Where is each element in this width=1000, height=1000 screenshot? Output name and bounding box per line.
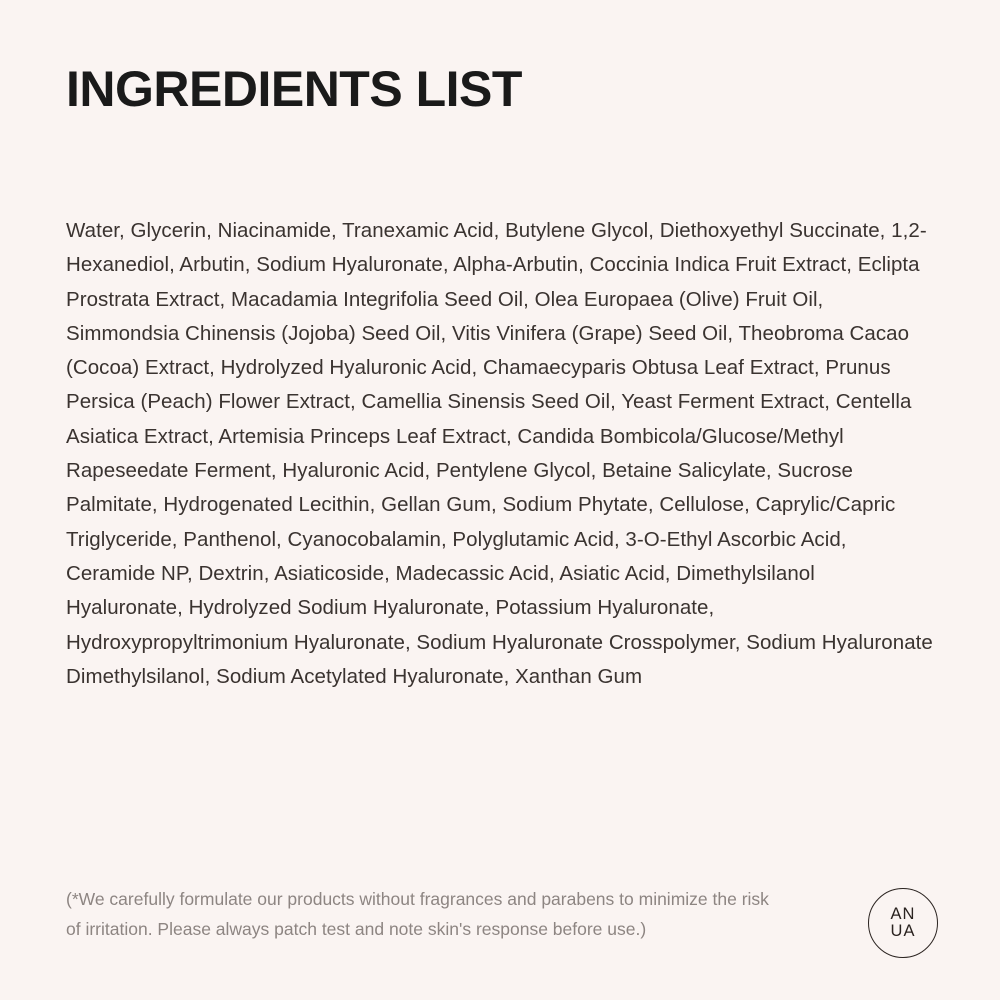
logo-line-bottom: UA — [890, 922, 916, 940]
ingredients-paragraph: Water, Glycerin, Niacinamide, Tranexamic Acid, Butylene Glycol, Diethoxyethyl Succinate, 1,2-Hexanediol, Arbutin, Sodium Hyaluronate, Alpha-Arbutin, Coccinia Indica Fruit Extract, Eclipta Prostrata Extract, Macadamia Integrifolia Seed Oil, Olea Europaea (Olive) Fruit Oil, Simmondsia Chinensis (Jojoba) Seed Oil, Vitis Vinifera (Grape) Seed Oil, Theobroma Cacao (Cocoa) Extract, Hydrolyzed Hyaluronic Acid, Chamaecyparis Obtusa Leaf Extract, Prunus Persica (Peach) Flower Extract, Camellia Sinensis Seed Oil, Yeast Ferment Extract, Centella Asiatica Extract, Artemisia Princeps Leaf Extract, Candida Bombicola/Glucose/Methyl Rapeseedate Ferment, Hyaluronic Acid, Pentylene Glycol, Betaine Salicylate, Sucrose Palmitate, Hydrogenated Lecithin, Gellan Gum, Sodium Phytate, Cellulose, Caprylic/Capric Triglyceride, Panthenol, Cyanocobalamin, Polyglutamic Acid, 3-O-Ethyl Ascorbic Acid, Ceramide NP, Dextrin, Asiaticoside, Madecassic Acid, Asiatic Acid, Dimethylsilanol Hyaluronate, Hydrolyzed Sodium Hyaluronate, Potassium Hyaluronate, Hydroxypropyltrimonium Hyaluronate, Sodium Hyaluronate Crosspolymer, Sodium Hyaluronate Dimethylsilanol, Sodium Acetylated Hyaluronate, Xanthan Gum — [66, 219, 933, 688]
anua-logo — [868, 888, 938, 958]
footnote-text: (*We carefully formulate our products without fragrances and parabens to minimize the risk of irritation. Please always patch test and note skin's response before use.) — [66, 889, 769, 939]
logo-line-top: AN — [890, 905, 916, 923]
page-title: INGREDIENTS LIST — [66, 61, 522, 117]
